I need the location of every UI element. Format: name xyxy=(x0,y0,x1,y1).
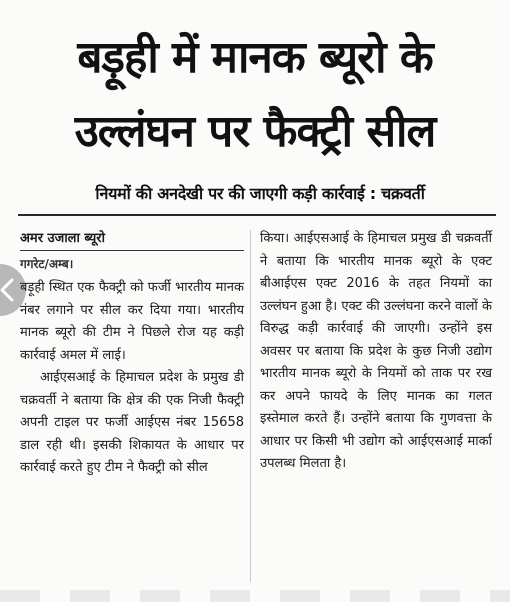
subheadline: नियमों की अनदेखी पर की जाएगी कड़ी कार्रवाई : चक्रवर्ती xyxy=(95,184,425,203)
byline: अमर उजाला ब्यूरो xyxy=(20,228,244,251)
headline-line-2: उल्लंघन पर फैक्ट्री सील xyxy=(74,106,436,157)
chevron-left-icon xyxy=(0,278,14,302)
dateline: गगरेट/अम्ब। xyxy=(20,257,74,271)
headline-line-1: बड़ूही में मानक ब्यूरो के xyxy=(77,32,433,83)
next-article-strip xyxy=(0,590,510,602)
paragraph-2: आईएसआई के हिमाचल प्रदेश के प्रमुख डी चक्रवर्ती ने बताया कि क्षेत्र की एक निजी फैक्ट्री अपनी टाइल पर फर्जी आईएस नंबर 15658 डाल रही थी। इसकी शिकायत के आधार पर कार्रवाई करते हुए टीम ने फैक्ट्री को सील xyxy=(20,370,244,475)
paragraph-1: बड़ूही स्थित एक फैक्ट्री को फर्जी भारतीय मानक नंबर लगाने पर सील कर दिया गया। भारतीय मानक ब्यूरो की टीम ने पिछले रोज यह कड़ी कार्रवाई अमल में लाई। xyxy=(20,280,244,363)
article-column-right xyxy=(260,228,492,476)
subheadline-rule xyxy=(18,214,496,216)
column-divider xyxy=(250,230,251,582)
paragraph-3: किया। आईएसआई के हिमाचल प्रमुख डी चक्रवर्ती ने बताया कि भारतीय मानक ब्यूरो के एक्ट बीआईएस एक्ट 2016 के तहत नियमों का उल्लंघन हुआ है। एक्ट की उल्लंघना करने वालों के विरुद्ध कड़ी कार्रवाई की जाएगी। उन्होंने इस अवसर पर बताया कि प्रदेश के कुछ निजी उद्योग भारतीय मानक ब्यूरो के नियमों को ताक पर रख कर अपने फायदे के लिए मानक का गलत इस्तेमाल करते हैं। उन्होंने बताया कि गुणवत्ता के आधार पर किसी भी उद्योग को आईएसआई मार्का उपलब्ध मिलता है। xyxy=(260,231,492,471)
article-column-left xyxy=(20,228,244,480)
